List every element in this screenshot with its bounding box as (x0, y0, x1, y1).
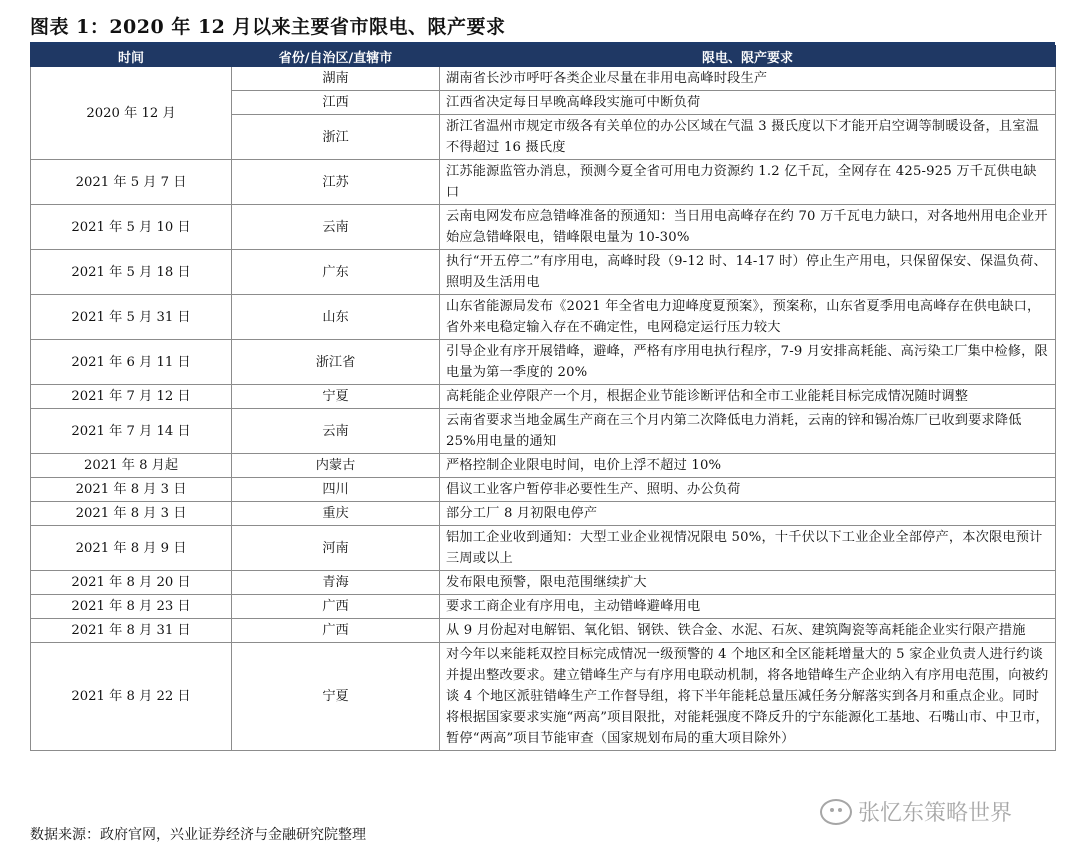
table-row (31, 619, 1056, 643)
province-cell: 山东 (232, 295, 440, 340)
table-row (31, 454, 1056, 478)
requirement-cell: 江西省决定每日早晚高峰段实施可中断负荷 (440, 91, 1056, 115)
table-row (31, 340, 1056, 385)
table-row (31, 205, 1056, 250)
requirement-cell: 铝加工企业收到通知：大型工业企业视情况限电 50%，十千伏以下工业企业全部停产，本次限电预计三周或以上 (440, 526, 1056, 571)
requirement-cell: 倡议工业客户暂停非必要性生产、照明、办公负荷 (440, 478, 1056, 502)
requirement-cell: 严格控制企业限电时间，电价上浮不超过 10% (440, 454, 1056, 478)
figure-title: 图表 1：2020 年 12 月以来主要省市限电、限产要求 (30, 16, 506, 38)
province-cell: 广西 (232, 619, 440, 643)
province-cell: 四川 (232, 478, 440, 502)
table-row (31, 250, 1056, 295)
requirement-cell: 执行“开五停二”有序用电，高峰时段（9-12 时、14-17 时）停止生产用电，只保留保安、保温负荷、照明及生活用电 (440, 250, 1056, 295)
time-cell: 2021 年 5 月 31 日 (31, 295, 232, 340)
time-cell: 2021 年 7 月 14 日 (31, 409, 232, 454)
province-cell: 浙江 (232, 115, 440, 160)
requirement-cell: 云南省要求当地金属生产商在三个月内第二次降低电力消耗，云南的锌和锡冶炼厂已收到要求降低 25%用电量的通知 (440, 409, 1056, 454)
header-requirement: 限电、限产要求 (440, 46, 1056, 67)
table-row (31, 526, 1056, 571)
province-cell: 重庆 (232, 502, 440, 526)
table-row (31, 295, 1056, 340)
time-cell: 2021 年 8 月 20 日 (31, 571, 232, 595)
table-row (31, 409, 1056, 454)
time-cell: 2021 年 5 月 10 日 (31, 205, 232, 250)
province-cell: 江西 (232, 91, 440, 115)
table-row (31, 502, 1056, 526)
table-row (31, 595, 1056, 619)
time-cell: 2021 年 8 月 3 日 (31, 502, 232, 526)
time-cell: 2021 年 8 月 31 日 (31, 619, 232, 643)
province-cell: 宁夏 (232, 643, 440, 751)
requirement-cell: 从 9 月份起对电解铝、氧化铝、钢铁、铁合金、水泥、石灰、建筑陶瓷等高耗能企业实行限产措施 (440, 619, 1056, 643)
time-cell: 2021 年 6 月 11 日 (31, 340, 232, 385)
time-cell: 2021 年 8 月 9 日 (31, 526, 232, 571)
province-cell: 江苏 (232, 160, 440, 205)
time-cell: 2021 年 8 月 3 日 (31, 478, 232, 502)
time-cell: 2021 年 5 月 7 日 (31, 160, 232, 205)
province-cell: 宁夏 (232, 385, 440, 409)
province-cell: 内蒙古 (232, 454, 440, 478)
table-row (31, 385, 1056, 409)
watermark (820, 796, 1012, 827)
province-cell: 广东 (232, 250, 440, 295)
header-time: 时间 (31, 46, 232, 67)
province-cell: 河南 (232, 526, 440, 571)
requirement-cell: 浙江省温州市规定市级各有关单位的办公区域在气温 3 摄氏度以下才能开启空调等制暖设备，且室温不得超过 16 摄氏度 (440, 115, 1056, 160)
province-cell: 广西 (232, 595, 440, 619)
requirement-cell: 江苏能源监管办消息，预测今夏全省可用电力资源约 1.2 亿千瓦，全网存在 425-925 万千瓦供电缺口 (440, 160, 1056, 205)
requirement-cell: 山东省能源局发布《2021 年全省电力迎峰度夏预案》，预案称，山东省夏季用电高峰存在供电缺口，省外来电稳定输入存在不确定性，电网稳定运行压力较大 (440, 295, 1056, 340)
requirement-cell: 高耗能企业停限产一个月，根据企业节能诊断评估和全市工业能耗目标完成情况随时调整 (440, 385, 1056, 409)
requirements-table (30, 45, 1056, 751)
time-cell: 2021 年 8 月 22 日 (31, 643, 232, 751)
time-cell: 2021 年 8 月起 (31, 454, 232, 478)
province-cell: 青海 (232, 571, 440, 595)
table-row (31, 643, 1056, 751)
table-row (31, 160, 1056, 205)
requirement-cell: 对今年以来能耗双控目标完成情况一级预警的 4 个地区和全区能耗增量大的 5 家企业负责人进行约谈并提出整改要求。建立错峰生产与有序用电联动机制，将各地错峰生产企业纳入有序用电范围，向被约谈 4 个地区派驻错峰生产工作督导组，将下半年能耗总量压减任务分解落实到各月和重点企业。同时将根据国家要求实施“两高”项目限批，对能耗强度不降反升的宁东能源化工基地、石嘴山市、中卫市，暂停“两高”项目节能审查（国家规划布局的重大项目除外） (440, 643, 1056, 751)
watermark-text: 张忆东策略世界 (858, 801, 1013, 826)
wechat-icon (820, 799, 852, 825)
table-row (31, 478, 1056, 502)
table-row (31, 67, 1056, 91)
table-header-row (31, 46, 1056, 67)
province-cell: 湖南 (232, 67, 440, 91)
time-cell: 2020 年 12 月 (31, 67, 232, 160)
header-province: 省份/自治区/直辖市 (232, 46, 440, 67)
requirement-cell: 引导企业有序开展错峰，避峰，严格有序用电执行程序，7-9 月安排高耗能、高污染工厂集中检修，限电量为第一季度的 20% (440, 340, 1056, 385)
requirement-cell: 发布限电预警，限电范围继续扩大 (440, 571, 1056, 595)
province-cell: 云南 (232, 205, 440, 250)
time-cell: 2021 年 8 月 23 日 (31, 595, 232, 619)
requirement-cell: 湖南省长沙市呼吁各类企业尽量在非用电高峰时段生产 (440, 67, 1056, 91)
data-source-note: 数据来源：政府官网，兴业证券经济与金融研究院整理 (30, 827, 366, 843)
time-cell: 2021 年 5 月 18 日 (31, 250, 232, 295)
requirement-cell: 部分工厂 8 月初限电停产 (440, 502, 1056, 526)
province-cell: 云南 (232, 409, 440, 454)
requirement-cell: 云南电网发布应急错峰准备的预通知：当日用电高峰存在约 70 万千瓦电力缺口，对各地州用电企业开始应急错峰限电，错峰限电量为 10-30% (440, 205, 1056, 250)
requirement-cell: 要求工商企业有序用电，主动错峰避峰用电 (440, 595, 1056, 619)
province-cell: 浙江省 (232, 340, 440, 385)
time-cell: 2021 年 7 月 12 日 (31, 385, 232, 409)
table-row (31, 571, 1056, 595)
